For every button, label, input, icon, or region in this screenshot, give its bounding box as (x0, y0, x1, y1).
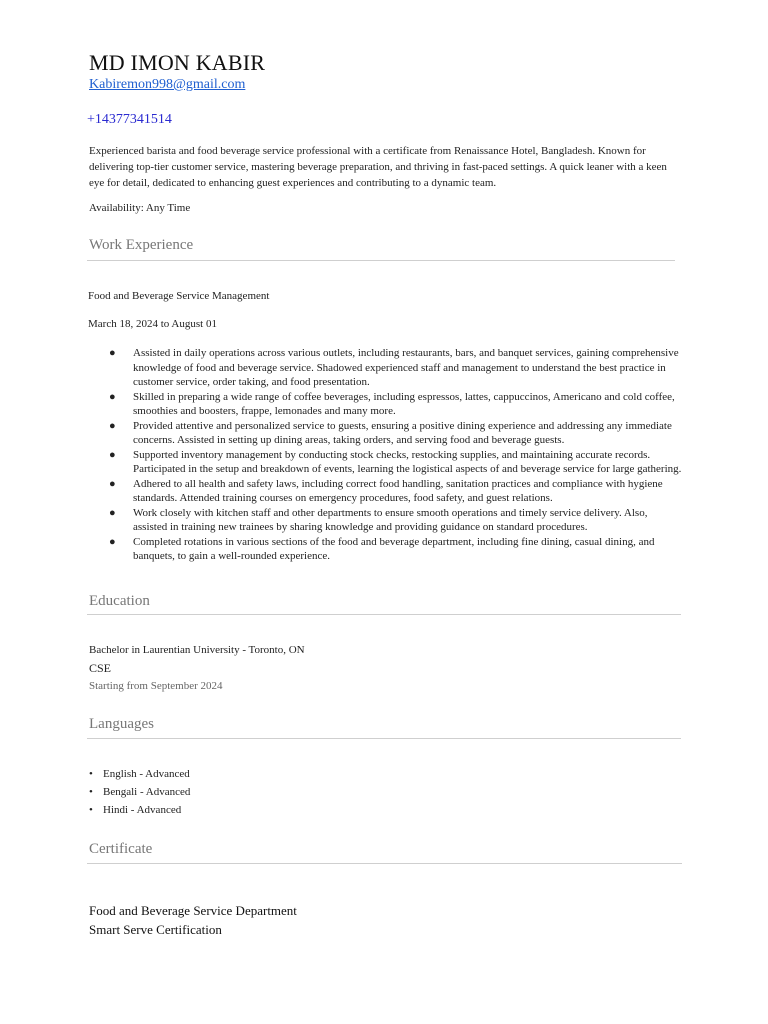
languages-heading: Languages (89, 716, 154, 732)
bullet-text: Skilled in preparing a wide range of coffee beverages, including espressos, lattes, cappuccinos, Americano and cold coffee, smoothies and boosters, frappe, lemonades and many more. (133, 390, 675, 417)
bullet-icon: ● (109, 390, 116, 403)
list-item (109, 477, 682, 506)
bullet-icon: ● (109, 347, 116, 359)
list-item (109, 448, 682, 477)
languages-divider (87, 738, 681, 739)
languages-list (89, 765, 190, 819)
work-dates: March 18, 2024 to August 01 (88, 318, 217, 330)
bullet-icon: ● (109, 448, 116, 461)
email-link[interactable]: Kabiremon998@gmail.com (89, 77, 246, 92)
bullet-icon: ● (109, 477, 116, 490)
phone-number: +14377341514 (87, 112, 172, 127)
language-text: Bengali - Advanced (103, 786, 191, 798)
bullet-icon: • (89, 786, 93, 798)
certificate-item: Food and Beverage Service Department (89, 903, 297, 918)
bullet-text: Work closely with kitchen staff and other departments to ensure smooth operations and timely service delivery. Also, assisted in training new trainees by sharing knowledge and providing guidance on standard procedures. (133, 506, 648, 533)
bullet-text: Completed rotations in various sections of the food and beverage department, including fine dining, casual dining, and banquets, to gain a well-rounded experience. (133, 535, 655, 562)
education-heading: Education (89, 593, 150, 609)
language-text: Hindi - Advanced (103, 804, 182, 816)
certificate-heading: Certificate (89, 841, 153, 857)
education-divider (87, 614, 681, 615)
work-bullet-list (109, 346, 682, 564)
availability: Availability: Any Time (89, 202, 191, 214)
bullet-text: Provided attentive and personalized service to guests, ensuring a positive dining experience and addressing any immediate concerns. Assisted in setting up dining areas, taking orders, and serving food and beverage guests. (133, 419, 672, 446)
bullet-icon: • (89, 804, 93, 816)
certificate-item: Smart Serve Certification (89, 922, 222, 937)
work-role: Food and Beverage Service Management (88, 290, 270, 302)
candidate-name: MD IMON KABIR (89, 50, 266, 75)
education-major: CSE (89, 661, 112, 675)
list-item (109, 419, 682, 448)
bullet-text: Supported inventory management by conducting stock checks, restocking supplies, and maintaining accurate records. Participated in the setup and breakdown of events, learning the logistical aspects of and beverage service for large gathering. (133, 448, 682, 475)
certificate-list (89, 901, 297, 939)
bullet-icon: • (89, 768, 93, 780)
education-start: Starting from September 2024 (89, 680, 223, 692)
bullet-icon: ● (109, 419, 116, 432)
education-degree: Bachelor in Laurentian University - Toronto, ON (89, 644, 305, 656)
list-item (89, 765, 190, 783)
list-item (109, 390, 682, 419)
bullet-text: Adhered to all health and safety laws, including correct food handling, sanitation practices and compliance with hygiene standards. Attended training courses on emergency procedures, food safety, and guest relations. (133, 477, 663, 504)
work-divider (87, 260, 675, 261)
bullet-text: Assisted in daily operations across various outlets, including restaurants, bars, and banquet services, gaining comprehensive knowledge of food and beverage service. Shadowed experienced staff and management to understand the best practice in customer service, order taking, and food presentation. (133, 347, 679, 388)
language-text: English - Advanced (103, 768, 190, 780)
list-item (109, 506, 682, 535)
list-item (109, 535, 682, 564)
bullet-icon: ● (109, 535, 116, 548)
professional-summary: Experienced barista and food beverage service professional with a certificate from Renaissance Hotel, Bangladesh. Known for delivering top-tier customer service, mastering beverage preparation, and thriving in fast-paced settings. A quick leaner with a keen eye for detail, dedicated to enhancing guest experiences and contributing to a dynamic team. (89, 145, 667, 189)
certificate-divider (87, 863, 682, 864)
bullet-icon: ● (109, 506, 116, 519)
list-item (109, 346, 682, 390)
list-item (89, 783, 190, 801)
list-item (89, 801, 190, 819)
work-experience-heading: Work Experience (89, 237, 194, 253)
